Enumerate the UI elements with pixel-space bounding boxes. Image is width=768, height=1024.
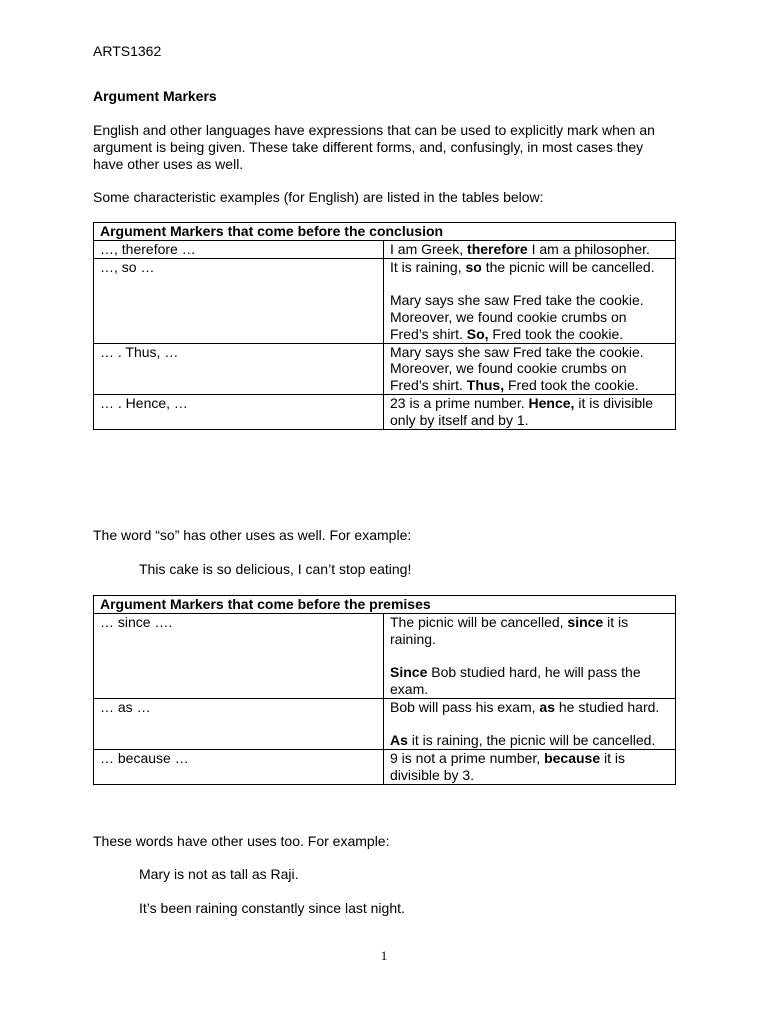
example-sentence	[390, 259, 655, 275]
example-cell	[384, 258, 676, 343]
example-cell	[384, 698, 676, 749]
marker-keyword: so	[465, 258, 482, 275]
sentence-text: I am Greek,	[390, 240, 468, 257]
example-sentence	[390, 241, 650, 257]
sentence-text: The picnic will be cancelled,	[390, 613, 568, 630]
sentence-text: the picnic will be cancelled.	[481, 258, 655, 275]
sentence-text: Mary says she saw Fred take the cookie. Moreover, we found cookie crumbs on Fred’s shirt.	[390, 292, 644, 342]
sentence-text: It is raining,	[390, 258, 466, 275]
table-row	[94, 258, 676, 343]
so-example-sentence: This cake is so delicious, I can’t stop eating!	[139, 561, 412, 577]
table-row	[94, 394, 676, 429]
marker-cell: … . Hence, …	[94, 394, 384, 429]
as-example-sentence: Mary is not as tall as Raji.	[139, 866, 299, 882]
intro-paragraph: English and other languages have expressions that can be used to explicitly mark when an argument is being given. These take different forms, and, confusingly, in most cases they have other uses as well.	[93, 122, 655, 172]
paragraph-gap	[390, 716, 669, 733]
sentence-text: Bob studied hard, he will pass the exam.	[390, 664, 641, 697]
sentence-text: I am a philosopher.	[527, 240, 650, 257]
table-row	[94, 240, 676, 258]
page-title: Argument Markers	[93, 88, 217, 104]
example-sentence	[390, 699, 659, 715]
sentence-text: he studied hard.	[554, 698, 660, 715]
sentence-text: it is raining.	[390, 613, 629, 647]
lead-paragraph: Some characteristic examples (for English) are listed in the tables below:	[93, 189, 544, 205]
conclusion-markers-table	[93, 222, 676, 430]
page-number: 1	[380, 948, 388, 963]
sentence-text: Bob will pass his exam,	[390, 698, 540, 715]
table-heading: Argument Markers that come before the premises	[94, 596, 676, 614]
example-cell	[384, 613, 676, 698]
example-cell	[384, 240, 676, 258]
example-cell	[384, 750, 676, 785]
marker-cell: … since ….	[94, 613, 384, 698]
since-example-sentence: It’s been raining constantly since last night.	[139, 900, 405, 916]
table-row	[94, 698, 676, 749]
example-sentence	[390, 732, 655, 748]
example-sentence	[390, 292, 644, 342]
marker-keyword: since	[567, 613, 604, 630]
marker-keyword: as	[539, 698, 555, 715]
example-sentence	[390, 750, 625, 783]
marker-keyword: Thus,	[466, 377, 505, 394]
marker-cell: … as …	[94, 698, 384, 749]
paragraph-gap	[390, 275, 669, 292]
example-cell	[384, 343, 676, 394]
sentence-text: 23 is a prime number.	[390, 394, 529, 411]
example-sentence	[390, 614, 628, 647]
example-sentence	[390, 395, 653, 428]
marker-keyword: Since	[390, 664, 428, 681]
marker-cell: … . Thus, …	[94, 343, 384, 394]
paragraph-gap	[390, 647, 669, 664]
sentence-text: 9 is not a prime number,	[390, 750, 545, 767]
table-row	[94, 750, 676, 785]
marker-cell: … because …	[94, 750, 384, 785]
marker-cell: …, therefore …	[94, 240, 384, 258]
example-cell	[384, 394, 676, 429]
table-row	[94, 343, 676, 394]
example-sentence	[390, 344, 644, 394]
example-sentence	[390, 664, 641, 697]
table-heading: Argument Markers that come before the conclusion	[94, 223, 676, 241]
premise-markers-table	[93, 595, 676, 785]
marker-keyword: So,	[466, 325, 489, 342]
table-row	[94, 613, 676, 698]
marker-keyword: Hence,	[528, 394, 575, 411]
sentence-text: Fred took the cookie.	[488, 325, 624, 342]
sentence-text: Mary says she saw Fred take the cookie. Moreover, we found cookie crumbs on Fred’s shirt.	[390, 343, 644, 394]
marker-cell: …, so …	[94, 258, 384, 343]
course-code-header: ARTS1362	[93, 43, 162, 59]
other-uses-note: These words have other uses too. For example:	[93, 833, 390, 849]
marker-keyword: As	[390, 732, 408, 749]
marker-keyword: because	[544, 750, 601, 767]
sentence-text: it is divisible only by itself and by 1.	[390, 394, 654, 428]
marker-keyword: therefore	[467, 240, 528, 257]
sentence-text: it is divisible by 3.	[390, 750, 626, 783]
sentence-text: it is raining, the picnic will be cancelled.	[407, 732, 656, 749]
sentence-text: Fred took the cookie.	[504, 377, 639, 394]
so-usage-note: The word “so” has other uses as well. For example:	[93, 527, 412, 543]
